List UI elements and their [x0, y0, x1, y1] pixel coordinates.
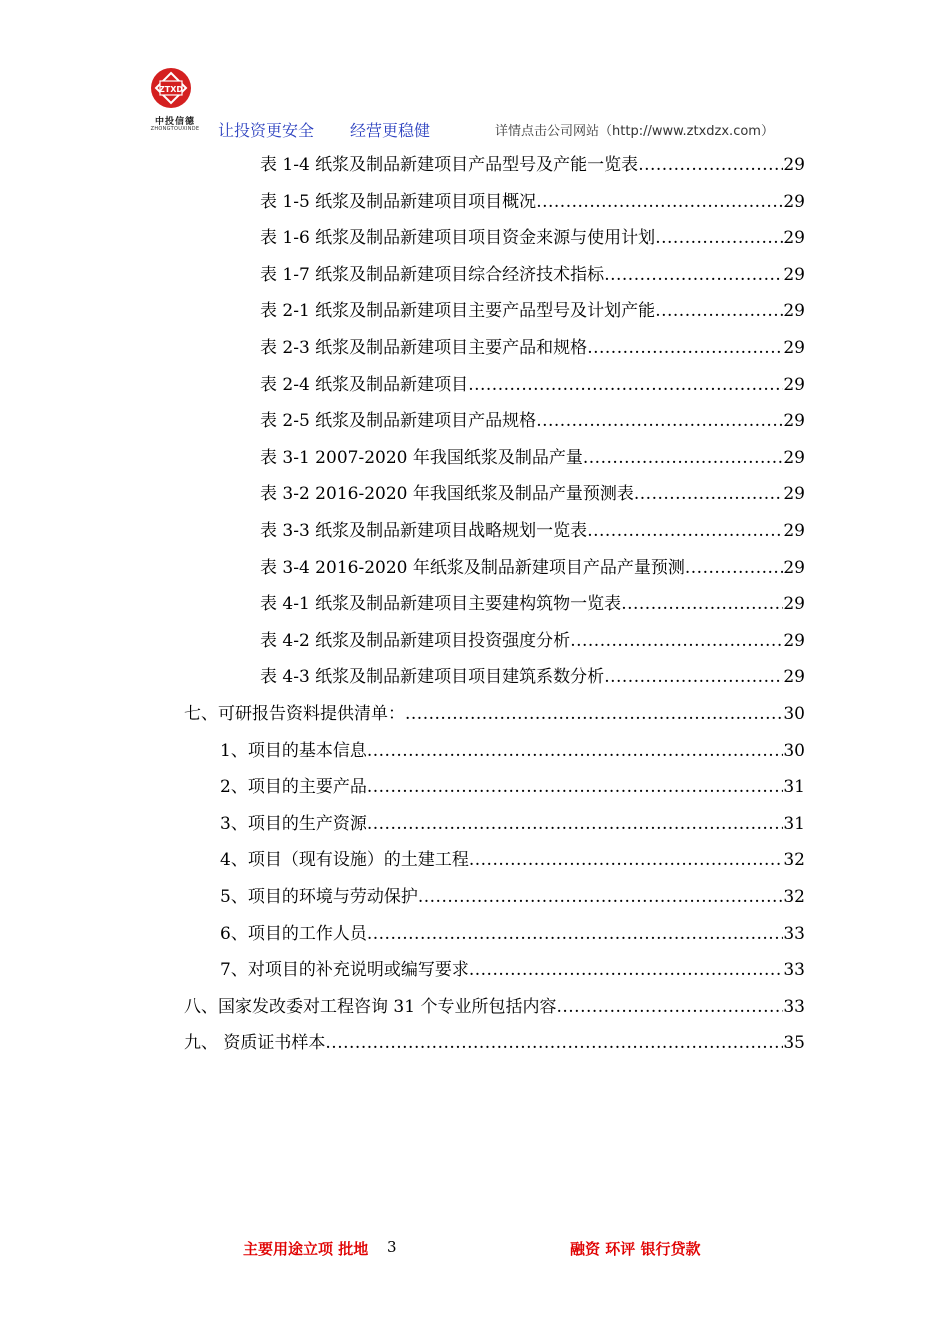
toc-entry[interactable]: [220, 807, 805, 835]
toc-leader: [587, 337, 783, 359]
toc-entry[interactable]: [260, 221, 805, 249]
toc-entry[interactable]: [260, 258, 805, 286]
toc-leader: [634, 483, 784, 505]
toc-entry[interactable]: [260, 441, 805, 469]
toc-entry[interactable]: [220, 734, 805, 762]
toc-entry-page: 30: [783, 740, 805, 761]
toc-leader: [587, 520, 783, 542]
toc-entry-label: 表 1-4 纸浆及制品新建项目产品型号及产能一览表: [260, 155, 639, 175]
toc-entry-page: 29: [783, 338, 805, 358]
toc-leader: [536, 410, 783, 432]
toc-leader: [621, 593, 783, 615]
toc-entry-page: 29: [783, 411, 805, 432]
toc-leader: [418, 886, 784, 908]
toc-entry[interactable]: [220, 917, 805, 945]
toc-entry[interactable]: [260, 477, 805, 505]
toc-leader: [583, 447, 784, 469]
toc-entry-page: 29: [783, 447, 805, 468]
toc-entry-label: 九、 资质证书样本: [184, 1033, 326, 1054]
toc-leader: [367, 923, 784, 945]
toc-entry-page: 29: [783, 667, 805, 688]
toc-entry-page: 32: [783, 850, 805, 871]
toc-entry-page: 29: [783, 594, 805, 615]
toc-entry-page: 29: [783, 228, 805, 249]
toc-entry[interactable]: [260, 624, 805, 652]
toc-entry-page: 29: [783, 191, 805, 212]
company-website-note: [495, 120, 774, 139]
toc-leader: [556, 996, 783, 1018]
toc-entry[interactable]: [220, 880, 805, 908]
toc-entry-page: 29: [783, 630, 805, 651]
toc-entry-label: 表 1-7 纸浆及制品新建项目综合经济技术指标: [260, 264, 605, 285]
toc-entry-label: 4、项目（现有设施）的土建工程: [220, 850, 469, 871]
toc-entry-page: 33: [783, 923, 805, 944]
toc-entry-label: 表 1-6 纸浆及制品新建项目项目资金来源与使用计划: [260, 228, 656, 249]
toc-leader: [536, 191, 783, 213]
toc-leader: [367, 740, 784, 762]
site-suffix: ）: [760, 124, 774, 139]
toc-leader: [570, 630, 783, 652]
toc-leader: [469, 959, 784, 981]
page-number: 3: [387, 1238, 397, 1256]
toc-entry[interactable]: [260, 514, 805, 542]
toc-entry[interactable]: [260, 294, 805, 322]
toc-entry[interactable]: [260, 660, 805, 688]
logo-text: 中投信德: [154, 117, 195, 127]
toc-entry[interactable]: [184, 1026, 805, 1054]
toc-entry-label: 表 1-5 纸浆及制品新建项目项目概况: [260, 191, 537, 212]
toc-entry[interactable]: [220, 953, 805, 981]
toc-entry-label: 表 3-4 2016-2020 年纸浆及制品新建项目产品产量预测: [260, 557, 685, 578]
toc-entry-label: 表 4-1 纸浆及制品新建项目主要建构筑物一览表: [260, 594, 622, 615]
toc-entry[interactable]: [260, 587, 805, 615]
toc-leader: [367, 813, 784, 835]
toc-entry-page: 29: [783, 557, 805, 578]
toc-entry-page: 32: [783, 887, 805, 907]
toc-leader: [367, 776, 784, 798]
toc-entry[interactable]: [260, 148, 805, 176]
toc-entry-page: 29: [783, 484, 805, 505]
toc-entry-page: 33: [783, 996, 805, 1017]
toc-leader: [685, 557, 784, 579]
toc-entry-label: 表 4-2 纸浆及制品新建项目投资强度分析: [260, 630, 571, 651]
toc-leader: [468, 374, 783, 396]
toc-entry-label: 表 3-1 2007-2020 年我国纸浆及制品产量: [260, 447, 583, 468]
slogan-safe-investment: 让投资更安全: [218, 121, 315, 140]
toc-entry[interactable]: [260, 404, 805, 432]
toc-entry-page: 33: [783, 960, 805, 981]
toc-leader: [638, 154, 783, 176]
toc-entry[interactable]: [184, 990, 805, 1018]
footer-services: 融资 环评 银行贷款: [570, 1240, 701, 1258]
toc-entry-page: 29: [783, 301, 805, 322]
toc-entry[interactable]: [260, 551, 805, 579]
toc-entry-page: 31: [783, 777, 805, 798]
site-url-link[interactable]: http://www.ztxdzx.com: [612, 124, 761, 139]
toc-entry-label: 表 3-2 2016-2020 年我国纸浆及制品产量预测表: [260, 484, 634, 505]
toc-entry-label: 七、可研报告资料提供清单：: [184, 704, 405, 724]
toc-leader: [655, 227, 783, 249]
toc-entry-label: 1、项目的基本信息: [220, 740, 367, 761]
toc-leader: [325, 1032, 783, 1054]
slogan-steady-operation: 经营更稳健: [350, 121, 431, 140]
site-prefix: 详情点击公司网站（: [495, 124, 613, 139]
toc-entry-page: 30: [783, 704, 805, 724]
toc-entry-label: 3、项目的生产资源: [220, 813, 367, 834]
toc-entry-label: 表 2-5 纸浆及制品新建项目产品规格: [260, 411, 537, 432]
toc-entry[interactable]: [184, 697, 805, 725]
logo-mark: ZTXD: [158, 85, 184, 94]
toc-leader: [604, 264, 783, 286]
toc-entry-label: 表 2-1 纸浆及制品新建项目主要产品型号及计划产能: [260, 301, 656, 322]
toc-entry-label: 表 2-4 纸浆及制品新建项目: [260, 374, 469, 395]
toc-leader: [469, 849, 784, 871]
toc-entry-page: 29: [783, 264, 805, 285]
toc-entry[interactable]: [260, 331, 805, 359]
toc-leader: [655, 300, 783, 322]
toc-entry[interactable]: [220, 770, 805, 798]
toc-entry-page: 29: [783, 374, 805, 395]
toc-entry-label: 6、项目的工作人员: [220, 923, 367, 944]
logo-subtext: ZHONGTOUXINDE: [150, 126, 200, 132]
toc-entry[interactable]: [220, 843, 805, 871]
toc-entry-page: 35: [783, 1033, 805, 1054]
footer-uses: 主要用途立项 批地: [243, 1240, 369, 1258]
toc-entry-label: 7、对项目的补充说明或编写要求: [220, 960, 469, 981]
toc-entry[interactable]: [260, 368, 805, 396]
toc-entry[interactable]: [260, 185, 805, 213]
toc-entry-label: 表 4-3 纸浆及制品新建项目项目建筑系数分析: [260, 667, 605, 688]
toc-entry-label: 表 2-3 纸浆及制品新建项目主要产品和规格: [260, 338, 588, 358]
toc-entry-label: 表 3-3 纸浆及制品新建项目战略规划一览表: [260, 521, 588, 541]
toc-entry-page: 29: [783, 521, 805, 541]
toc-entry-page: 31: [783, 813, 805, 834]
toc-entry-label: 5、项目的环境与劳动保护: [220, 887, 418, 907]
toc-entry-page: 29: [783, 155, 805, 175]
toc-entry-label: 八、国家发改委对工程咨询 31 个专业所包括内容: [184, 996, 557, 1017]
toc-entry-label: 2、项目的主要产品: [220, 777, 367, 798]
toc-leader: [405, 703, 783, 725]
toc-leader: [604, 666, 783, 688]
page-header: [0, 0, 950, 150]
